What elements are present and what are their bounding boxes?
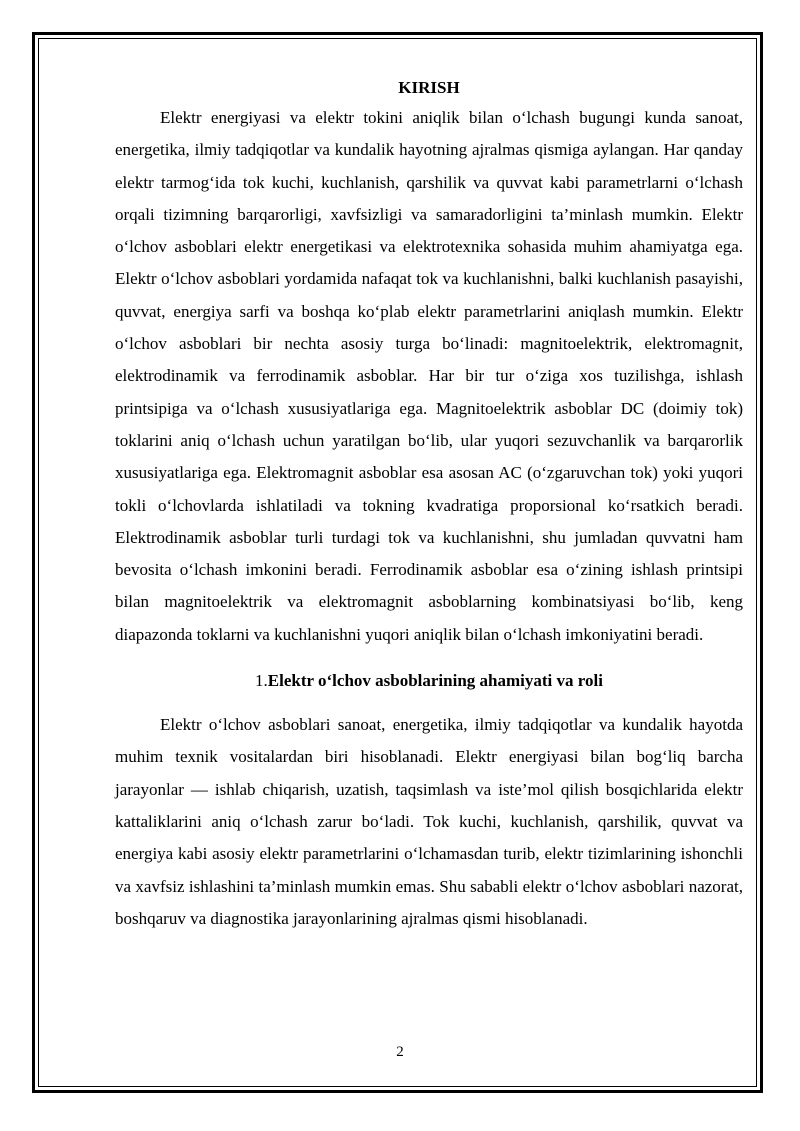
section-paragraph: Elektr o‘lchov asboblari sanoat, energetika, ilmiy tadqiqotlar va kundalik hayotda muhim texnik vositalardan biri hisoblanadi. Elektr energiyasi bilan bog‘liq barcha jarayonlar — ishlab chiqarish, uzatish, taqsimlash va iste’mol qilish bosqichlarida elektr kattaliklarini aniq o‘lchash zarur bo‘ladi. Tok kuchi, kuchlanish, qarshilik, quvvat va energiya kabi asosiy elektr parametrlarini o‘lchamasdan turib, elektr tizimlarining ishonchli va xavfsiz ishlashini ta’minlash mumkin emas. Shu sababli elektr o‘lchov asboblari nazorat, boshqaruv va diagnostika jarayonlarining ajralmas qismi hisoblanadi. xyxy=(115,715,743,928)
document-heading: KIRISH xyxy=(398,78,460,97)
page-number: 2 xyxy=(396,1044,404,1060)
section-title: Elektr o‘lchov asboblarining ahamiyati va roli xyxy=(267,671,603,691)
section-number: 1. xyxy=(255,671,268,691)
section-heading xyxy=(115,667,743,695)
intro-paragraph: Elektr energiyasi va elektr tokini aniqlik bilan o‘lchash bugungi kunda sanoat, energetika, ilmiy tadqiqotlar va kundalik hayotning ajralmas qismiga aylangan. Har qanday elektr tarmog‘ida tok kuchi, kuchlanish, qarshilik va quvvat kabi parametrlarni o‘lchash orqali tizimning barqarorligi, xavfsizligi va samaradorligini ta’minlash mumkin. Elektr o‘lchov asboblari elektr energetikasi va elektrotexnika sohasida muhim ahamiyatga ega. Elektr o‘lchov asboblari yordamida nafaqat tok va kuchlanishni, balki kuchlanish pasayishi, quvvat, energiya sarfi va boshqa ko‘plab elektr parametrlarini aniqlash mumkin. Elektr o‘lchov asboblari bir nechta asosiy turga bo‘linadi: magnitoelektrik, elektromagnit, elektrodinamik va ferrodinamik asboblar. Har bir tur o‘ziga xos tuzilishga, ishlash printsipiga va o‘lchash xususiyatlariga ega. Magnitoelektrik asboblar DC (doimiy tok) toklarini aniq o‘lchash uchun yaratilgan bo‘lib, ular yuqori sezuvchanlik va barqarorlik xususiyatlariga ega. Elektromagnit asboblar esa asosan AC (o‘zgaruvchan tok) yoki yuqori tokli o‘lchovlarda ishlatiladi va tokning kvadratiga proporsional ko‘rsatkich beradi. Elektrodinamik asboblar turli turdagi tok va kuchlanishni, shu jumladan quvvatni ham bevosita o‘lchash imkonini beradi. Ferrodinamik asboblar esa o‘zining ishlash printsipi bilan magnitoelektrik va elektromagnit asboblarning kombinatsiyasi bo‘lib, keng diapazonda toklarni va kuchlanishni yuqori aniqlik bilan o‘lchash imkoniyatini beradi. xyxy=(115,108,743,644)
page-content xyxy=(115,74,743,935)
